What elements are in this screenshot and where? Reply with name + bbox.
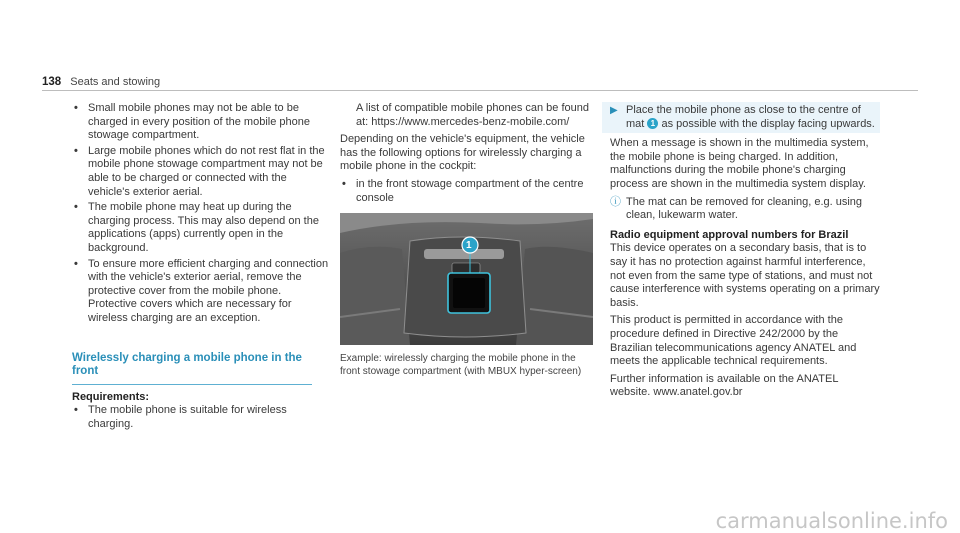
section-title: Seats and stowing bbox=[70, 76, 161, 88]
column-right bbox=[610, 102, 880, 404]
step-arrow-icon: ▶ bbox=[610, 105, 618, 116]
notes-list bbox=[72, 102, 330, 326]
instruction-step: ▶ Place the mobile phone as close to the centre of mat 1 as possible with the display facing upwards. bbox=[602, 102, 880, 133]
bullet-icon: • bbox=[74, 144, 78, 157]
intro-paragraph: Depending on the vehicle's equipment, the vehicle has the following options for wirelessly charging a mobile phone in the cockpit: bbox=[340, 133, 585, 173]
list-item: • in the front stowage compartment of the centre console bbox=[342, 177, 584, 204]
bullet-icon: • bbox=[342, 177, 346, 190]
requirements-list bbox=[72, 404, 330, 431]
figure-caption: Example: wirelessly charging the mobile phone in the front stowage compartment (with MBUX hyper-screen) bbox=[340, 353, 582, 377]
list-item: • To ensure more efficient charging and connection with the vehicle's exterior aerial, remove the protective cover from the mobile phone. Protective covers which are necessary for wireless charging are an exception. bbox=[74, 257, 329, 324]
centre-console-illustration bbox=[340, 213, 593, 345]
note: ⓘ The mat can be removed for cleaning, e.g. using clean, lukewarm water. bbox=[610, 195, 863, 222]
watermark: carmanualsonline.info bbox=[715, 509, 948, 533]
bullet-icon: • bbox=[74, 257, 78, 270]
info-icon: ⓘ bbox=[610, 195, 621, 208]
section-heading: Wirelessly charging a mobile phone in the front bbox=[72, 352, 312, 385]
bullet-icon: • bbox=[74, 201, 78, 214]
bullet-icon: • bbox=[74, 102, 78, 114]
bullet-icon: • bbox=[74, 404, 78, 417]
list-item: • The mobile phone is suitable for wireless charging. bbox=[74, 404, 287, 430]
mat-marker-icon: 1 bbox=[647, 118, 658, 129]
header-rule bbox=[42, 90, 918, 91]
compatible-phones-link[interactable]: A list of compatible mobile phones can be found at: https://www.mercedes-benz-mobile.com/ bbox=[356, 102, 589, 128]
list-item: • The mobile phone may heat up during the charging process. This may also depend on the applications (apps) currently open in the background. bbox=[74, 201, 319, 254]
radio-heading: Radio equipment approval numbers for Brazil bbox=[610, 228, 849, 241]
column-left bbox=[72, 102, 330, 433]
column-middle bbox=[340, 102, 596, 378]
requirements-label: Requirements: bbox=[72, 390, 150, 403]
radio-paragraph-3: Further information is available on the ANATEL website. www.anatel.gov.br bbox=[610, 372, 839, 399]
radio-paragraph-2: This product is permitted in accordance with the procedure defined in Directive 242/2000 by the Brazilian telecommunications agency ANATEL and meets the applicable technical requirements. bbox=[610, 314, 857, 368]
message-paragraph: When a message is shown in the multimedia system, the mobile phone is being charged. In addition, malfunctions during the mobile phone's charging process are shown in the multimedia system display. bbox=[610, 137, 869, 190]
list-item: • Small mobile phones may not be able to be charged in every position of the mobile phone stowage compartment. bbox=[74, 102, 310, 142]
page-number: 138 bbox=[42, 76, 62, 88]
figure-marker-label: 1 bbox=[466, 240, 472, 252]
radio-paragraph-1: This device operates on a secondary basis, that is to say it has no protection against harmful interference, not even from the same type of stations, and must not cause interference with systems operating on a primary basis. bbox=[610, 242, 880, 309]
charging-figure bbox=[340, 213, 593, 345]
page-header bbox=[42, 76, 918, 90]
options-list bbox=[340, 178, 596, 205]
list-item: • Large mobile phones which do not rest flat in the mobile phone stowage compartment may not be able to be charged or connected with the vehicle's exterior aerial. bbox=[74, 144, 325, 198]
